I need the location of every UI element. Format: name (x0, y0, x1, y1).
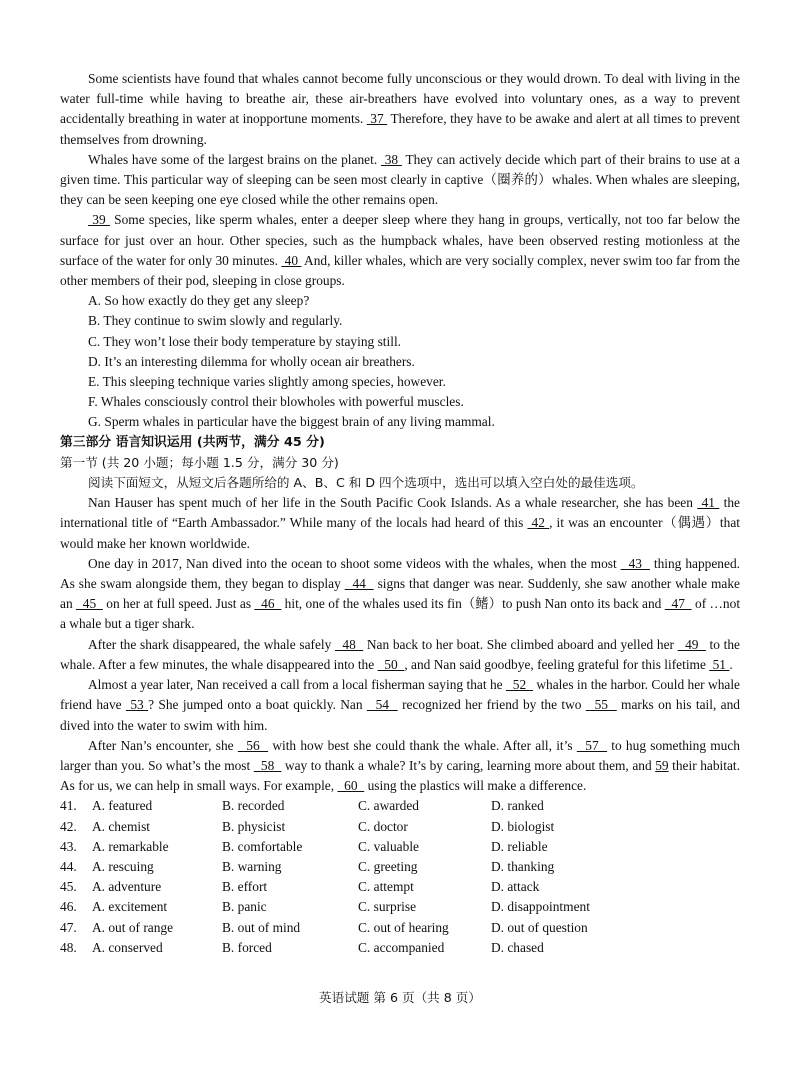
cloze-paragraph-2 (60, 554, 740, 635)
choice-c: C. surprise (358, 899, 417, 915)
question-number: 43. (60, 838, 77, 854)
blank-37: 37 (366, 111, 388, 127)
choice-a: A. out of range (92, 919, 174, 935)
blank-59: 59 (655, 757, 669, 773)
text-run: way to thank a whale? It’s by caring, learning more about them, and (281, 757, 656, 773)
choice-c: C. accompanied (358, 939, 445, 955)
option-c: C. They won’t lose their body temperature by staying still. (88, 333, 402, 349)
choice-a: A. remarkable (92, 838, 169, 854)
text-run: marks on his tail, and dived into the water to swim with him. (60, 697, 741, 733)
question-number: 47. (60, 919, 77, 935)
choice-row-42 (60, 817, 740, 837)
choice-b: B. warning (222, 858, 282, 874)
text-run: thing happened. As she swam alongside them, they began to display (60, 555, 740, 592)
choice-d: D. reliable (491, 838, 548, 854)
text-run: to hug something much larger than you. So what’s the most (60, 737, 740, 773)
blank-47: 47 (664, 596, 692, 612)
choice-row-47 (60, 918, 740, 938)
text-run: signs that danger was near. Suddenly, she saw another whale make an (60, 576, 741, 612)
question-number: 42. (60, 818, 77, 834)
question-number: 45. (60, 879, 77, 895)
choice-row-45 (60, 877, 740, 897)
choice-a: A. rescuing (92, 858, 154, 874)
blank-38: 38 (380, 151, 402, 167)
cloze-paragraph-3 (60, 635, 740, 675)
blank-51: 51 (709, 656, 730, 672)
blank-58: 58 (253, 757, 282, 773)
question-number: 44. (60, 858, 77, 874)
choice-b: B. forced (222, 939, 272, 955)
choice-row-48 (60, 938, 740, 958)
question-number: 46. (60, 899, 77, 915)
blank-41: 41 (697, 495, 720, 511)
blank-44: 44 (344, 576, 374, 592)
text-run: . (729, 656, 733, 672)
text-run: Some species, like sperm whales, enter a deeper sleep where they hang in groups, vertically, not too far below the surface for just over an hour. Other species, such as the humpback whales, have been observed resting motionless at the surface of the water for only 30 minutes. (60, 212, 740, 268)
blank-53: 53 (125, 697, 149, 713)
blank-49: 49 (677, 636, 706, 652)
text-run: whales in the harbor. Could her whale friend have (60, 677, 741, 713)
option-d: D. It’s an interesting dilemma for wholly ocean air breathers. (88, 353, 415, 369)
choice-d: D. chased (491, 939, 544, 955)
choice-d: D. out of question (491, 919, 588, 935)
choice-b: B. recorded (222, 798, 285, 814)
blank-50: 50 (377, 656, 405, 672)
cloze-paragraph-5 (60, 736, 740, 797)
choices-table (60, 796, 740, 958)
text-run: After the shark disappeared, the whale safely (88, 636, 336, 652)
choice-b: B. panic (222, 899, 267, 915)
blank-46: 46 (254, 596, 282, 612)
page-content (60, 69, 740, 958)
blank-52: 52 (506, 677, 533, 693)
option-e: E. This sleeping technique varies slightly among species, however. (88, 374, 446, 390)
text-run: with how best she could thank the whale. After all, it’s (268, 737, 577, 753)
instruction: 阅读下面短文，从短文后各题所给的 A、B、C 和 D 四个选项中，选出可以填入空白处的最佳选项。 (88, 475, 644, 491)
text-run: Nan Hauser has spent much of her life in the South Pacific Cook Islands. As a whale researcher, she has been (88, 495, 698, 511)
blank-42: 42 (527, 515, 550, 531)
choice-a: A. conserved (92, 939, 163, 955)
blank-57: 57 (576, 737, 608, 753)
choice-d: D. thanking (491, 858, 555, 874)
choice-c: C. greeting (358, 858, 418, 874)
blank-40: 40 (281, 252, 302, 268)
choice-c: C. doctor (358, 818, 408, 834)
blank-55: 55 (585, 697, 617, 713)
text-run: their habitat. As for us, we can help in small ways. For example, (60, 757, 741, 794)
cloze-paragraph-1 (60, 493, 740, 554)
text-run: Some scientists have found that whales cannot become fully unconscious or they would drown. To deal with living in the water full-time while having to breathe air, these air-breathers have evolved into voluntary ones, as a way to prevent accidentally breathing in water at inopportune moments. (60, 71, 740, 127)
cloze-paragraph-4 (60, 675, 740, 736)
text-run: After Nan’s encounter, she (88, 737, 238, 753)
text-run: , and Nan said goodbye, feeling grateful for this lifetime (404, 656, 710, 672)
text-run: hit, one of the whales used its fin（鳍）to push Nan onto its back and (281, 596, 665, 612)
choice-row-46 (60, 897, 740, 917)
text-run: of …not a whale but a tiger shark. (60, 596, 741, 632)
choice-d: D. biologist (491, 818, 555, 834)
choice-row-44 (60, 857, 740, 877)
passage-paragraph-3 (60, 210, 740, 291)
text-run: Whales have some of the largest brains on the planet. (88, 151, 381, 167)
choice-a: A. excitement (92, 899, 168, 915)
choice-c: C. out of hearing (358, 919, 449, 935)
passage-paragraph-2 (60, 150, 740, 211)
choice-c: C. awarded (358, 798, 419, 814)
blank-48: 48 (335, 636, 364, 652)
text-run: They can actively decide which part of their brains to use at a given time. This particular way of sleeping can be seen most clearly in captive（圈养的）whales. When whales are sleeping, they can be seen keeping one eye closed while the other remains open. (60, 151, 740, 208)
option-b: B. They continue to swim slowly and regularly. (88, 313, 343, 329)
text-run: One day in 2017, Nan dived into the ocean to shoot some videos with the whales, when the most (88, 555, 621, 571)
choice-b: B. physicist (222, 818, 286, 834)
option-g: G. Sperm whales in particular have the biggest brain of any living mammal. (88, 414, 495, 430)
option-a: A. So how exactly do they get any sleep? (88, 293, 310, 309)
question-number: 41. (60, 798, 77, 814)
part3-heading: 第三部分 语言知识运用 (共两节，满分 45 分) (60, 434, 325, 450)
blank-60: 60 (337, 778, 365, 794)
text-run: Almost a year later, Nan received a call from a local fisherman saying that he (88, 677, 506, 693)
choice-c: C. attempt (358, 879, 414, 895)
choice-b: B. out of mind (222, 919, 301, 935)
choice-d: D. ranked (491, 798, 544, 814)
text-run: the international title of “Earth Ambassador.” While many of the locals had heard of this (60, 495, 740, 531)
text-run: , it was an encounter（偶遇）that would make her known worldwide. (60, 515, 741, 551)
text-run: recognized her friend by the two (397, 697, 586, 713)
option-f: F. Whales consciously control their blowholes with powerful muscles. (88, 394, 464, 410)
blank-43: 43 (620, 555, 650, 571)
choice-row-41 (60, 796, 740, 816)
text-run: ? She jumped onto a boat quickly. Nan (148, 697, 367, 713)
text-run: Therefore, they have to be awake and alert at all times to prevent themselves from drowning. (60, 111, 740, 147)
blank-39: 39 (88, 212, 110, 228)
page-footer: 英语试题 第 6 页（共 8 页） (319, 990, 481, 1005)
blank-54: 54 (366, 697, 398, 713)
choice-a: A. adventure (92, 879, 162, 895)
choice-d: D. disappointment (491, 899, 590, 915)
blank-56: 56 (237, 737, 269, 753)
text-run: on her at full speed. Just as (102, 596, 255, 612)
choice-a: A. featured (92, 798, 153, 814)
choice-d: D. attack (491, 879, 540, 895)
text-run: using the plastics will make a difference. (364, 778, 587, 794)
choice-row-43 (60, 837, 740, 857)
choice-a: A. chemist (92, 818, 151, 834)
text-run: And, killer whales, which are very socially complex, never swim too far from the other members of their pod, sleeping in close groups. (60, 252, 740, 289)
question-number: 48. (60, 939, 77, 955)
passage-paragraph-1 (60, 69, 740, 150)
section1-heading: 第一节 (共 20 小题；每小题 1.5 分，满分 30 分) (60, 454, 339, 470)
text-run: to the whale. After a few minutes, the whale disappeared into the (60, 636, 740, 672)
choice-c: C. valuable (358, 838, 419, 854)
blank-45: 45 (76, 596, 103, 612)
choice-b: B. effort (222, 879, 268, 895)
text-run: Nan back to her boat. She climbed aboard and yelled her (363, 636, 678, 652)
choice-b: B. comfortable (222, 838, 303, 854)
